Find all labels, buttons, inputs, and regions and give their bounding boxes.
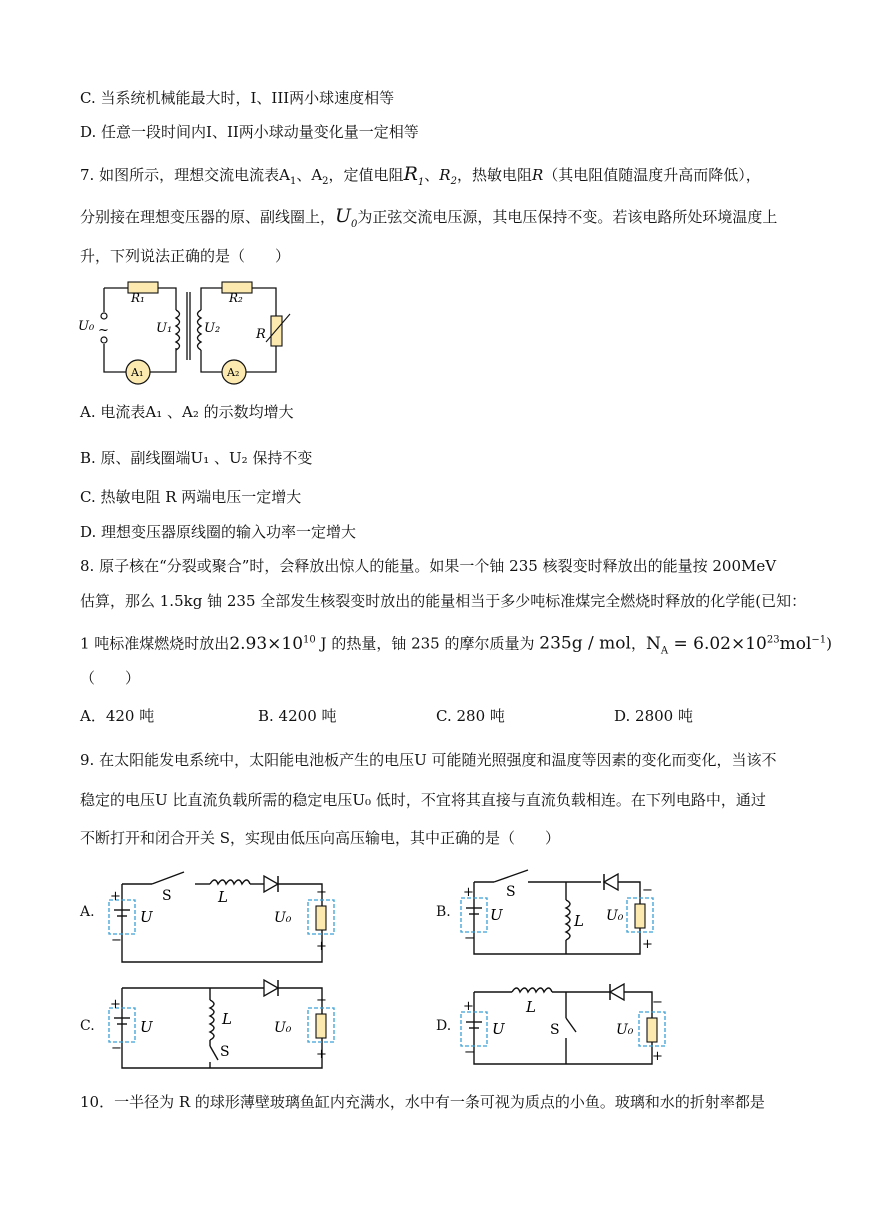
diode (264, 980, 278, 996)
q9-stem-line3: 不断打开和闭合开关 S，实现由低压向高压输电，其中正确的是（ ） (80, 829, 561, 847)
q7-option-c: C. 热敏电阻 R 两端电压一定增大 (80, 488, 302, 506)
minus-sign: − (464, 1045, 475, 1060)
plus-sign: + (110, 889, 121, 904)
switch-label: S (550, 1022, 560, 1038)
q8-option-c: C. 280 吨 (436, 707, 505, 725)
minus-sign: − (316, 885, 327, 900)
switch-label: S (162, 888, 172, 904)
q8-answer-blank: （ ） (80, 669, 141, 687)
fig-ac-symbol: ~ (98, 323, 109, 338)
u-label: U (140, 908, 153, 926)
coal-heat-value: $2.93\times 10^{10}$ (229, 633, 316, 654)
ammeter-a2-label: $A_2$ (311, 166, 329, 187)
fig-r-label: R (256, 327, 266, 342)
fig-r2-label: R₂ (229, 291, 243, 305)
resistor-r1-label: $R_1$ (403, 163, 425, 188)
inductor-label: L (574, 912, 584, 930)
fig-a1-label: A₁ (131, 366, 144, 379)
q9-circuit-a (100, 862, 340, 970)
load-resistor (316, 1014, 326, 1038)
load-resistor (316, 906, 326, 930)
q8-option-d: D. 2800 吨 (614, 707, 693, 725)
q7-transformer-circuit (76, 276, 306, 386)
inductor-label: L (218, 888, 228, 906)
fig-u0-label: U₀ (78, 319, 95, 334)
ammeter-a1-label: $A_1$ (279, 166, 297, 187)
u-label: U (492, 1020, 505, 1038)
q9-stem-line2: 稳定的电压U 比直流负载所需的稳定电压U₀ 低时，不宜将其直接与直流负载相连。在下列电路中，通过 (80, 791, 766, 809)
u-label: U (490, 906, 503, 924)
molar-mass: 235g / mol (539, 633, 631, 654)
plus-sign: + (110, 997, 121, 1012)
fig-a2-label: A₂ (227, 366, 240, 379)
resistor-r2-label: $R_2$ (439, 166, 457, 187)
inductor-label: L (526, 998, 536, 1016)
fig-r1-label: R₁ (131, 291, 145, 305)
q6-option-d: D. 任意一段时间内I、II两小球动量变化量一定相等 (80, 123, 419, 141)
thermistor-label: R (531, 166, 544, 184)
minus-sign: − (464, 931, 475, 946)
minus-sign: − (642, 883, 653, 898)
q7-stem-line2: 分别接在理想变压器的原、副线圈上，$U_0$为正弦交流电压源，其电压保持不变。若该电路所处环境温度上 (80, 205, 778, 230)
plus-sign: + (642, 937, 653, 952)
plus-sign: + (463, 999, 474, 1014)
q8-option-b: B. 4200 吨 (258, 707, 337, 725)
minus-sign: − (111, 933, 122, 948)
q8-option-a: A．420 吨 (80, 707, 155, 725)
q9-circuit-c (100, 974, 340, 1074)
q9-option-b-label: B. (436, 904, 451, 920)
avogadro-constant: $N_A = 6.02\times 10^{23}mol^{-1}$ (645, 633, 827, 657)
q7-stem-line1: 7. 如图所示，理想交流电流表$A_1$、$A_2$，定值电阻$R_1$、$R_2$，热敏电阻R（其电阻值随温度升高而降低）， (80, 163, 761, 188)
plus-sign: + (316, 939, 327, 954)
fig-u1-label: U₁ (156, 321, 173, 336)
q9-option-c-label: C. (80, 1018, 95, 1034)
u0-label: U₀ (616, 1022, 634, 1038)
q9-option-a-label: A. (80, 904, 95, 920)
inductor-label: L (222, 1010, 232, 1028)
q9-circuit-b (456, 862, 666, 962)
u-label: U (140, 1018, 153, 1036)
source-u0-label: $U_0$ (335, 205, 358, 230)
u0-label: U₀ (274, 910, 292, 926)
q6-option-c: C. 当系统机械能最大时，I、III两小球速度相等 (80, 89, 395, 107)
diode (264, 876, 278, 892)
switch-label: S (506, 884, 516, 900)
load-resistor (647, 1018, 657, 1042)
load-resistor (635, 904, 645, 928)
minus-sign: − (111, 1041, 122, 1056)
source-terminal-top (101, 313, 107, 319)
q9-circuit-d (456, 978, 666, 1070)
plus-sign: + (463, 885, 474, 900)
diode (604, 874, 618, 890)
q7-stem-line3: 升，下列说法正确的是（ ） (80, 247, 291, 265)
thermistor (271, 316, 282, 346)
q8-stem-line1: 8. 原子核在“分裂或聚合”时，会释放出惊人的能量。如果一个铀 235 核裂变时释放出的能量按 200MeV (80, 557, 777, 575)
minus-sign: − (316, 993, 327, 1008)
q7-option-d: D. 理想变压器原线圈的输入功率一定增大 (80, 523, 357, 541)
u0-label: U₀ (606, 908, 624, 924)
fig-u2-label: U₂ (204, 321, 221, 336)
q10-stem-line1: 10．一半径为 R 的球形薄壁玻璃鱼缸内充满水，水中有一条可视为质点的小鱼。玻璃和水的折射率都是 (80, 1093, 765, 1111)
q7-option-b: B. 原、副线圈端U₁ 、U₂ 保持不变 (80, 449, 313, 467)
plus-sign: + (652, 1049, 663, 1064)
switch-label: S (220, 1044, 230, 1060)
q8-stem-line3: 1 吨标准煤燃烧时放出$2.93\times 10^{10}$ J 的热量，铀 235 的摩尔质量为 235g / mol，$N_A = 6.02\times 10^{23}mol^{-1}$) (80, 633, 832, 657)
q8-stem-line2: 估算，那么 1.5kg 铀 235 全部发生核裂变时放出的能量相当于多少吨标准煤完全燃烧时释放的化学能(已知： (80, 592, 807, 610)
diode (610, 984, 624, 1000)
plus-sign: + (316, 1047, 327, 1062)
q9-stem-line1: 9. 在太阳能发电系统中，太阳能电池板产生的电压U 可能随光照强度和温度等因素的变化而变化，当该不 (80, 751, 777, 769)
q9-option-d-label: D. (436, 1018, 452, 1034)
minus-sign: − (652, 995, 663, 1010)
u0-label: U₀ (274, 1020, 292, 1036)
q7-option-a: A. 电流表A₁ 、A₂ 的示数均增大 (80, 403, 294, 421)
